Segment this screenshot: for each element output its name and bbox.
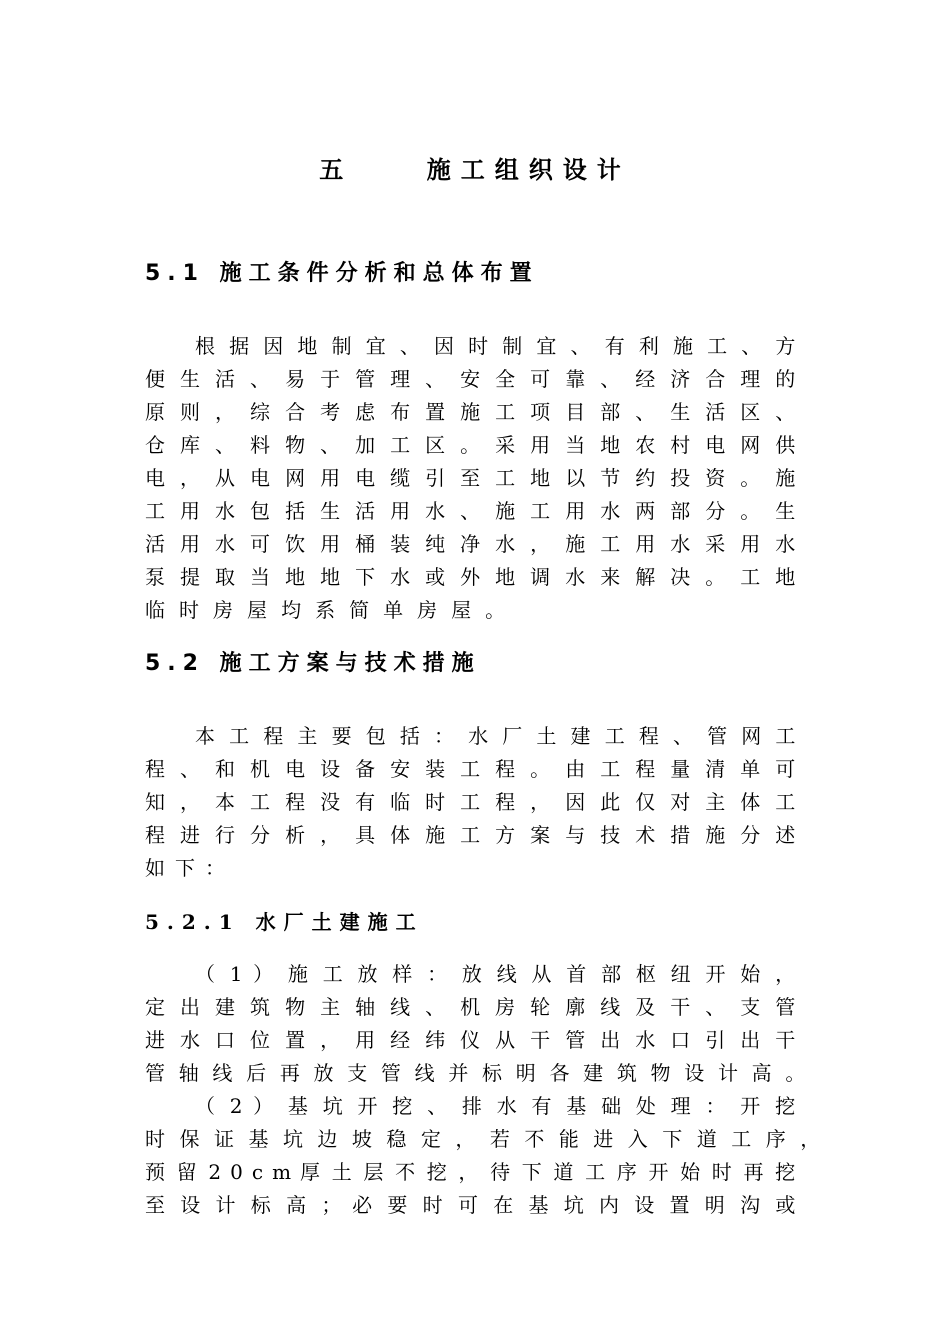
subsection-heading-5-2-1: 5.2.1 水厂土建施工	[145, 910, 424, 934]
paragraph-line: 定 出 建 筑 物 主 轴 线 、 机 房 轮 廓 线 及 干 、 支 管	[145, 995, 796, 1019]
paragraph-line: 本 工 程 主 要 包 括 ： 水 厂 土 建 工 程 、 管 网 工	[195, 724, 796, 748]
paragraph-line: 知 ， 本 工 程 没 有 临 时 工 程 ， 因 此 仅 对 主 体 工	[145, 790, 796, 814]
paragraph-line: 预 留 2 0 c m 厚 土 层 不 挖 ， 待 下 道 工 序 开 始 时 再 挖	[145, 1160, 796, 1184]
paragraph-line: 便 生 活 、 易 于 管 理 、 安 全 可 靠 、 经 济 合 理 的	[145, 367, 796, 391]
paragraph-line: 仓 库 、 料 物 、 加 工 区 。 采 用 当 地 农 村 电 网 供	[145, 433, 796, 457]
paragraph-line: （ 1 ） 施 工 放 样 ： 放 线 从 首 部 枢 纽 开 始 ，	[195, 962, 796, 986]
paragraph-line: 临 时 房 屋 均 系 简 单 房 屋 。	[145, 598, 506, 622]
paragraph-line: （ 2 ） 基 坑 开 挖 、 排 水 有 基 础 处 理 ： 开 挖	[195, 1094, 796, 1118]
paragraph-line: 工 用 水 包 括 生 活 用 水 、 施 工 用 水 两 部 分 。 生	[145, 499, 796, 523]
paragraph-line: 至 设 计 标 高 ； 必 要 时 可 在 基 坑 内 设 置 明 沟 或	[145, 1193, 796, 1217]
paragraph-line: 进 水 口 位 置 ， 用 经 纬 仪 从 干 管 出 水 口 引 出 干	[145, 1028, 796, 1052]
paragraph-line: 电 ， 从 电 网 用 电 缆 引 至 工 地 以 节 约 投 资 。 施	[145, 466, 796, 490]
section-heading-5-1: 5.1 施工条件分析和总体布置	[145, 261, 539, 286]
paragraph-line: 时 保 证 基 坑 边 坡 稳 定 ， 若 不 能 进 入 下 道 工 序 ，	[145, 1127, 821, 1151]
paragraph-line: 程 进 行 分 析 ， 具 体 施 工 方 案 与 技 术 措 施 分 述	[145, 823, 796, 847]
paragraph-line: 根 据 因 地 制 宜 、 因 时 制 宜 、 有 利 施 工 、 方	[195, 334, 796, 358]
page-title: 五 施工组织设计	[319, 156, 631, 184]
paragraph-line: 如 下 ：	[145, 856, 226, 880]
paragraph-line: 程 、 和 机 电 设 备 安 装 工 程 。 由 工 程 量 清 单 可	[145, 757, 796, 781]
paragraph-line: 泵 提 取 当 地 地 下 水 或 外 地 调 水 来 解 决 。 工 地	[145, 565, 796, 589]
paragraph-line: 管 轴 线 后 再 放 支 管 线 并 标 明 各 建 筑 物 设 计 高 。	[145, 1061, 806, 1085]
paragraph-line: 活 用 水 可 饮 用 桶 装 纯 净 水 ， 施 工 用 水 采 用 水	[145, 532, 796, 556]
section-heading-5-2: 5.2 施工方案与技术措施	[145, 651, 481, 676]
paragraph-line: 原 则 ， 综 合 考 虑 布 置 施 工 项 目 部 、 生 活 区 、	[145, 400, 796, 424]
